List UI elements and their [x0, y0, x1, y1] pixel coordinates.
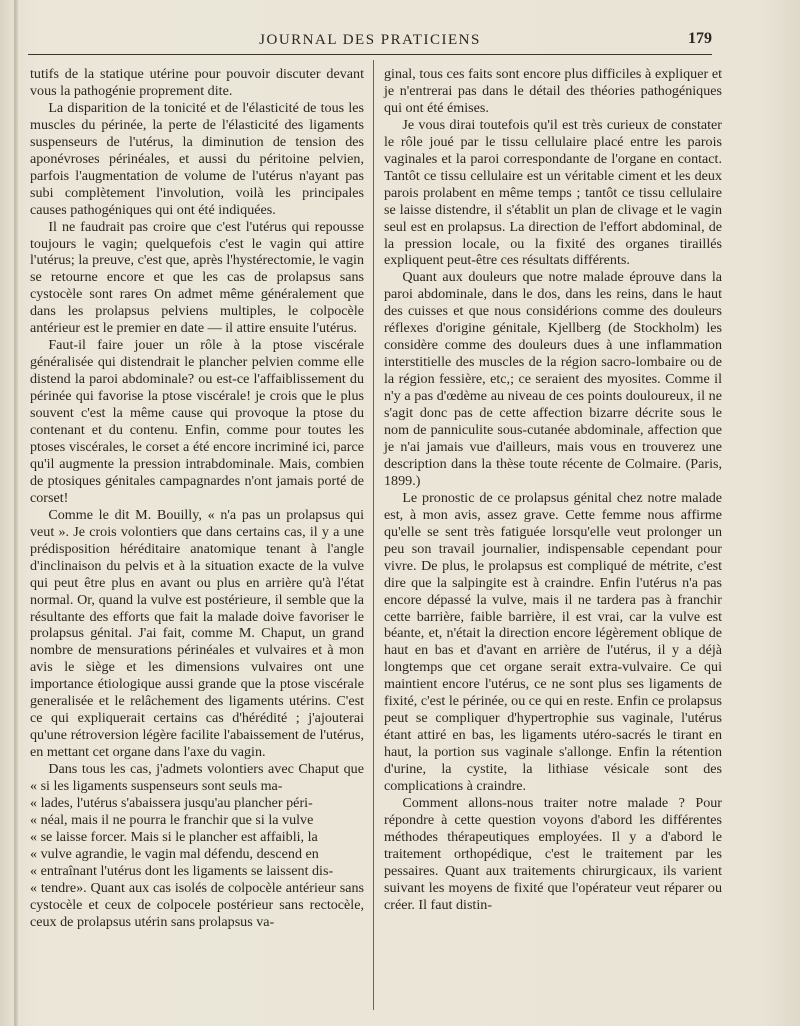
paragraph: Comment allons-nous traiter notre malade ? Pour répondre à cette question voyons d'abord les différentes méthodes thérapeutiques employées. Il y a d'abord le traitement orthopédique, c'est le traitement par les pessaires. Quant aux traitements chirurgicaux, ils varient suivant les moyens de fixité que l'opérateur veut réparer ou créer. Il faut distin- — [384, 794, 722, 913]
paragraph: Il ne faudrait pas croire que c'est l'utérus qui repousse toujours le vagin; quelquefois c'est le vagin qui attire l'utérus; la preuve, c'est que, après l'hystérectomie, le vagin se retourne encore et que les cas de prolapsus sans cystocèle sont rares On admet même généralement que dans les prolapsus pelviens multiples, le colpocèle antérieur est le premier en date — il attire ensuite l'utérus. — [30, 218, 364, 337]
paragraph: Je vous dirai toutefois qu'il est très curieux de constater le rôle joué par le tissu cellulaire placé entre les parois vaginales et la paroi correspondante de l'organe en contact. Tantôt ce tissu cellulaire est un véritable ciment et les deux parois prolabent en même temps ; tantôt ce tissu cellulaire se laisse distendre, il s'établit un plan de clivage et le vagin seul est en prolapsus. La direction de l'effort abdominal, de la pression locale, ou la fixité des organes tiraillés expliquent peut-être ces résultats différents. — [384, 116, 722, 269]
paragraph: Le pronostic de ce prolapsus génital chez notre malade est, à mon avis, assez grave. Cette femme nous affirme qu'elle se sent très fatiguée lorsqu'elle veut prolonger un peu son travail journalier, indispensable cependant pour vivre. De plus, le prolapsus est compliqué de métrite, c'est dire que la salpingite est à craindre. Enfin l'utérus n'a pas encore dépassé la vulve, mais il ne tardera pas à franchir cette barrière, faible barrière, il est vrai, car la vulve est béante, et, n'était la direction encore légèrement oblique de haut en bas et d'avant en arrière de l'utérus, il y a déjà longtemps que cet organe serait extra-vulvaire. Ce qui maintient encore l'utérus, ce ne sont plus ses ligaments de fixité, c'est le périnée, ou ce qui en reste. Enfin ce prolapsus peut se compliquer d'hypertrophie sus vaginale, l'utérus étant attiré en bas, les ligaments utéro-sacrés le tirant en haut, la portion sus vaginale s'allonge. Enfin la rétention d'urine, la cystite, la lithiase vésicale sont des complications à craindre. — [384, 489, 722, 795]
column-divider — [373, 60, 374, 1010]
page-binding-edge — [14, 0, 18, 1026]
paragraph: « lades, l'utérus s'abaissera jusqu'au plancher péri- — [30, 794, 313, 811]
paragraph: « néal, mais il ne pourra le franchir que si la vulve — [30, 811, 314, 828]
paragraph: « entraînant l'utérus dont les ligaments se laissent dis- — [30, 862, 334, 879]
paragraph: Dans tous les cas, j'admets volontiers avec Chaput que « si les ligaments suspenseurs sont seuls ma- — [30, 761, 364, 795]
paragraph: Faut-il faire jouer un rôle à la ptose viscérale généralisée qui distendrait le plancher pelvien comme elle distend la paroi abdominale? ou est-ce l'affaiblissement du périnée qui favorise la ptose viscérale! je crois que le plus souvent c'est la même cause qui provoque la ptose du contenant et du contenu. Enfin, comme pour toutes les ptoses viscérales, le corset a été encore incriminé ici, parce qu'il augmente la pression intrabdominale. Mais, combien de ptosiques génitales campagnardes n'ont jamais porté de corset! — [30, 337, 364, 506]
paragraph: Comme le dit M. Bouilly, « n'a pas un prolapsus qui veut ». Je crois volontiers que dans certains cas, il y a une prédisposition héréditaire anatomique tenant à l'angle d'inclinaison du pelvis et à la situation exacte de la vulve qui peut être plus en avant ou plus en arrière qu'à l'état normal. Or, quand la vulve est postérieure, il semble que la résultante des efforts que fait la malade doive favoriser le prolapsus génital. J'ai fait, comme M. Chaput, un grand nombre de mensurations périnéales et vulvaires et à mon avis le siège et les dimensions vulvaires ont une importance étiologique aussi grande que la ptose viscérale generalisée et le relâchement des ligaments utérins. C'est ce qui expliquerait certains cas d'hérédité ; j'ajouterai qu'une rétroversion légère facilite l'abaissement de l'utérus, en mettant cet organe dans l'axe du vagin. — [30, 506, 364, 761]
paragraph: « se laisse forcer. Mais si le plancher est affaibli, la — [30, 828, 318, 845]
paragraph: « tendre». Quant aux cas isolés de colpocèle antérieur sans cystocèle et ceux de colpocele postérieur sans rectocèle, ceux de prolapsus utérin sans prolapsus va- — [30, 879, 364, 930]
page-number: 179 — [688, 30, 712, 47]
paragraph: ginal, tous ces faits sont encore plus difficiles à expliquer et je n'entrerai pas dans le détail des théories pathogéniques qui ont été émises. — [384, 66, 722, 116]
running-head: JOURNAL DES PRATICIENS — [259, 32, 481, 48]
right-column — [384, 66, 722, 914]
paragraph: « vulve agrandie, le vagin mal défendu, descend en — [30, 845, 319, 862]
page-header — [28, 28, 712, 54]
header-rule — [28, 54, 712, 55]
paragraph: La disparition de la tonicité et de l'élasticité de tous les muscles du périnée, la perte de l'élasticité des ligaments suspenseurs de l'utérus, la diminution de tension des aponévroses périnéales, et aussi du péritoine pelvien, parfois l'augmentation de volume de l'utérus n'ayant pas subi complètement l'involution, voilà les principales causes pathogéniques qui ont été indiquées. — [30, 99, 364, 218]
left-column — [30, 66, 364, 931]
paragraph: tutifs de la statique utérine pour pouvoir discuter devant vous la pathogénie proprement dite. — [30, 66, 364, 99]
paragraph: Quant aux douleurs que notre malade éprouve dans la paroi abdominale, dans le dos, dans les reins, dans le haut des cuisses et que nous considérions comme des douleurs réflexes d'origine génitale, Kjellberg (de Stockholm) les considère comme des douleurs dues à une inflammation interstitielle des muscles de la région sacro-lombaire ou de la région fessière, etc,; ce seraient des myosites. Comme il n'y a pas d'œdème au niveau de ces points douloureux, il ne s'agit donc pas de cette affection bizarre décrite sous le nom de panniculite sous-cutanée abdominale, affection que je n'ai jamais vue d'ailleurs, mais vous en trouverez une description dans la thèse toute récente de Colmaire. (Paris, 1899.) — [384, 269, 722, 489]
